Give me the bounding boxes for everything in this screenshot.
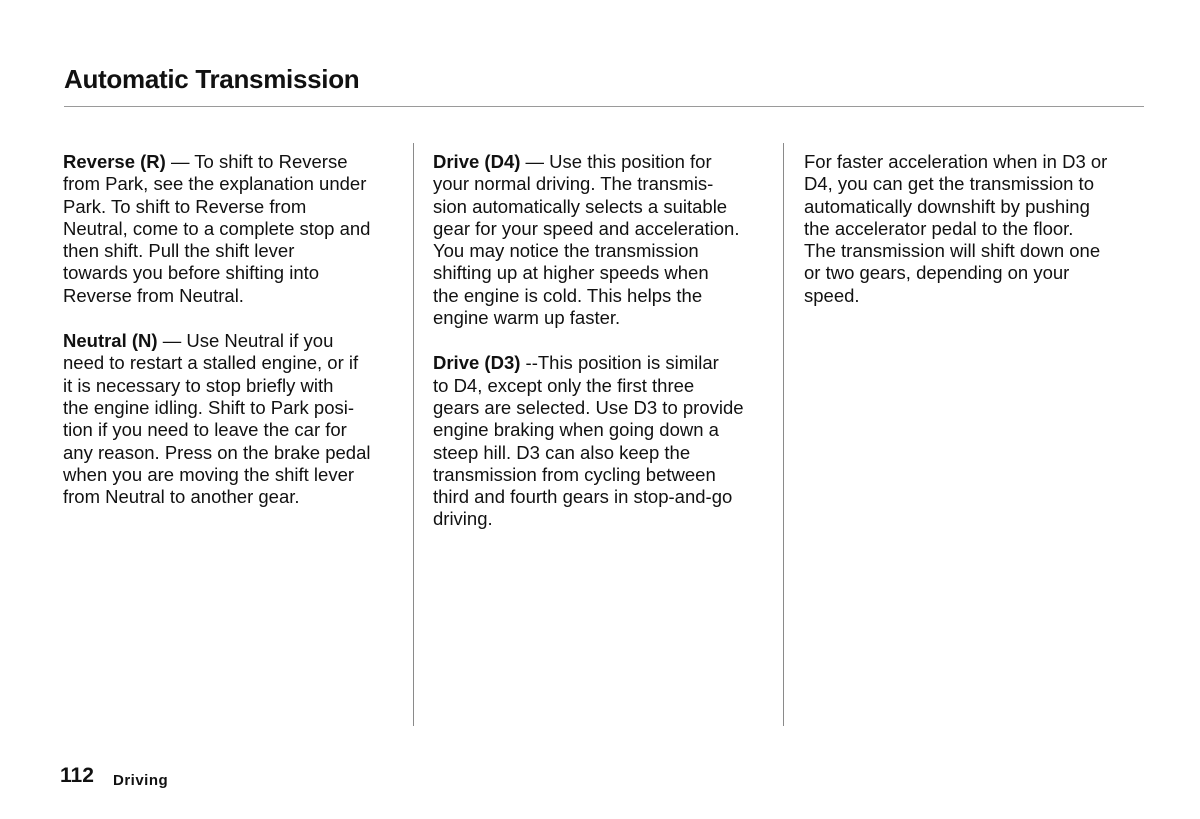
page-title: Automatic Transmission bbox=[64, 64, 360, 94]
term-drive-d3: Drive (D3) bbox=[433, 352, 521, 374]
title-rule bbox=[64, 106, 1144, 107]
paragraph-line: tion if you need to leave the car for bbox=[63, 419, 347, 441]
paragraph-drive-d4 bbox=[433, 151, 744, 329]
paragraph-line: engine warm up faster. bbox=[433, 307, 621, 329]
paragraph-line bbox=[433, 352, 744, 374]
paragraph-line: engine braking when going down a bbox=[433, 419, 719, 441]
text-column-2 bbox=[433, 151, 744, 531]
paragraph-line: D4, you can get the transmission to bbox=[804, 173, 1094, 195]
paragraph-line: speed. bbox=[804, 284, 860, 306]
paragraph-line: the accelerator pedal to the floor. bbox=[804, 217, 1074, 239]
paragraph-line: or two gears, depending on your bbox=[804, 262, 1070, 284]
paragraph-downshift bbox=[804, 151, 1107, 307]
page-number: 112 bbox=[60, 764, 94, 787]
paragraph-line: You may notice the transmission bbox=[433, 240, 699, 262]
text-run: --This position is similar bbox=[520, 352, 719, 374]
paragraph-line: the engine idling. Shift to Park posi- bbox=[63, 396, 355, 418]
paragraph-spacer bbox=[63, 307, 371, 330]
paragraph-line: The transmission will shift down one bbox=[804, 240, 1101, 262]
paragraph-line: need to restart a stalled engine, or if bbox=[63, 352, 359, 374]
paragraph-neutral bbox=[63, 330, 371, 508]
paragraph-spacer bbox=[433, 329, 744, 352]
text-run: — To shift to Reverse bbox=[165, 151, 348, 172]
term-drive-d4: Drive (D4) bbox=[433, 151, 521, 172]
paragraph-line: towards you before shifting into bbox=[63, 262, 320, 284]
paragraph-line: from Park, see the explanation under bbox=[63, 173, 367, 195]
text-column-1 bbox=[63, 151, 371, 508]
paragraph-line: when you are moving the shift lever bbox=[63, 463, 355, 485]
section-name: Driving bbox=[113, 772, 169, 789]
text-run: — Use Neutral if you bbox=[157, 330, 334, 352]
text-column-3 bbox=[804, 151, 1107, 307]
paragraph-line: any reason. Press on the brake pedal bbox=[63, 441, 371, 463]
paragraph-line: gears are selected. Use D3 to provide bbox=[433, 396, 744, 418]
paragraph-line bbox=[433, 151, 744, 173]
column-divider-2 bbox=[783, 143, 784, 726]
paragraph-line: driving. bbox=[433, 508, 493, 530]
paragraph-line: Park. To shift to Reverse from bbox=[63, 195, 307, 217]
paragraph-line: to D4, except only the first three bbox=[433, 374, 695, 396]
column-divider-1 bbox=[413, 143, 414, 726]
paragraph-line: from Neutral to another gear. bbox=[63, 486, 300, 508]
paragraph-line: your normal driving. The transmis- bbox=[433, 173, 714, 195]
paragraph-line: transmission from cycling between bbox=[433, 463, 716, 485]
paragraph-line: third and fourth gears in stop-and-go bbox=[433, 486, 733, 508]
paragraph-line bbox=[63, 330, 371, 352]
term-reverse: Reverse (R) bbox=[63, 151, 166, 172]
paragraph-line: Reverse from Neutral. bbox=[63, 284, 244, 306]
paragraph-line: sion automatically selects a suitable bbox=[433, 195, 728, 217]
paragraph-line: it is necessary to stop briefly with bbox=[63, 374, 334, 396]
paragraph-line bbox=[63, 151, 371, 173]
paragraph-line: For faster acceleration when in D3 or bbox=[804, 151, 1108, 172]
paragraph-line: the engine is cold. This helps the bbox=[433, 284, 703, 306]
paragraph-reverse bbox=[63, 151, 371, 307]
paragraph-line: Neutral, come to a complete stop and bbox=[63, 217, 371, 239]
paragraph-line: then shift. Pull the shift lever bbox=[63, 240, 295, 262]
paragraph-line: steep hill. D3 can also keep the bbox=[433, 441, 691, 463]
paragraph-line: shifting up at higher speeds when bbox=[433, 262, 709, 284]
paragraph-line: gear for your speed and acceleration. bbox=[433, 217, 740, 239]
term-neutral: Neutral (N) bbox=[63, 330, 158, 352]
paragraph-drive-d3 bbox=[433, 352, 744, 530]
paragraph-line: automatically downshift by pushing bbox=[804, 195, 1090, 217]
text-run: — Use this position for bbox=[520, 151, 712, 172]
